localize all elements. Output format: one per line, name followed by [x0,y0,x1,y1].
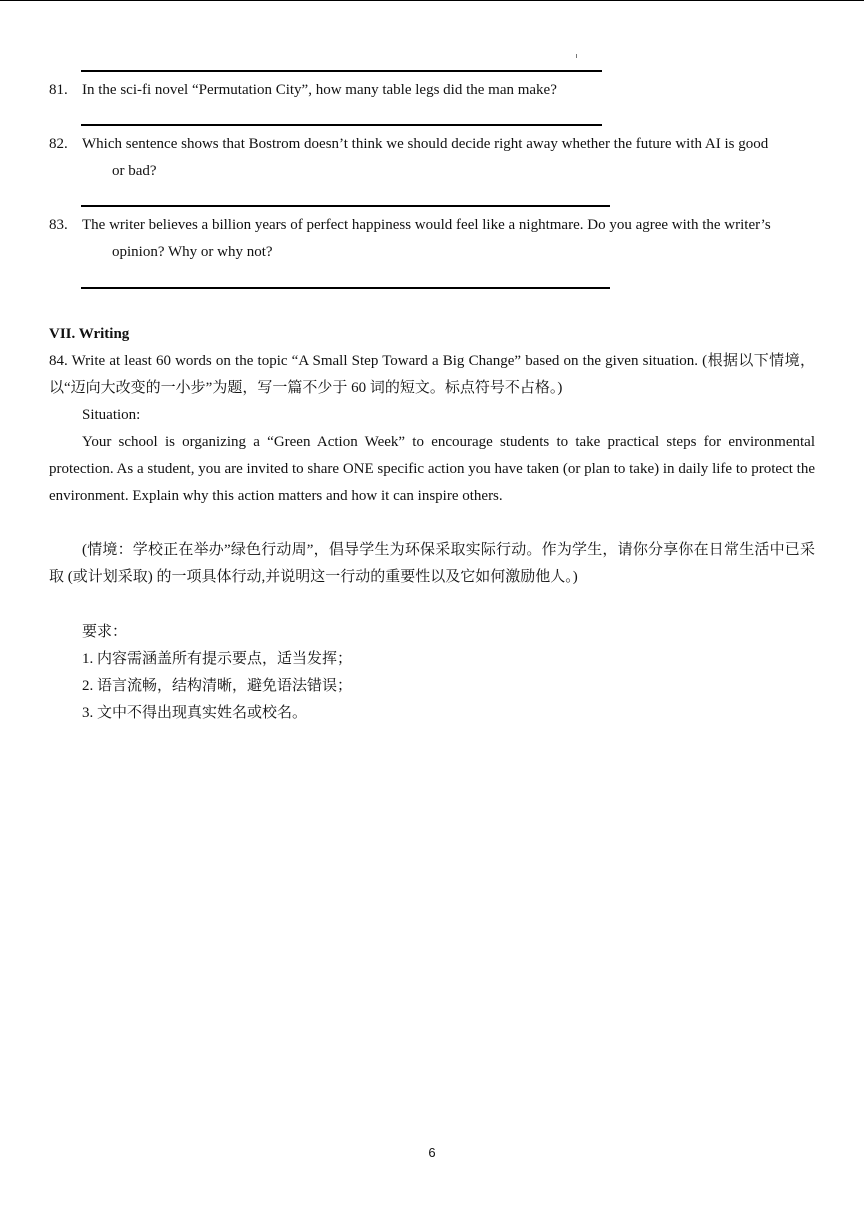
question-81 [49,77,815,104]
situation-label: Situation: [82,407,141,423]
situation-chinese: (情境：学校正在举办”绿色行动周”，倡导学生为环保采取实际行动。作为学生，请你分享你在日常生活中已采取 (或计划采取) 的一项具体行动,并说明这一行动的重要性以及它如何激励他人。) [49,542,815,585]
requirement-item: 2. 语言流畅，结构清晰，避免语法错误； [82,678,353,694]
requirement-item: 3. 文中不得出现真实姓名或校名。 [82,705,308,721]
question-text: In the sci-fi novel “Permutation City”, how many table legs did the man make? [82,82,557,98]
question-number: 82. [49,136,68,152]
section-heading: VII. Writing [49,326,130,342]
question-text-continued: opinion? Why or why not? [112,244,273,260]
answer-line-82[interactable] [81,205,610,207]
question-text: The writer believes a billion years of perfect happiness would feel like a nightmare. Do you agree with the writer’s [82,217,771,233]
writing-prompt: 84. Write at least 60 words on the topic “A Small Step Toward a Big Change” based on the given situation. (根据以下情境，以“迈向大改变的一小步”为题，写一篇不少于 60 词的短文。标点符号不占格。) [49,353,815,396]
question-number: 81. [49,82,68,98]
question-text-continued: or bad? [112,163,157,179]
requirements-label: 要求： [82,624,128,640]
scan-mark [576,54,577,58]
situation-text: Your school is organizing a “Green Action Week” to encourage students to take practical steps for environmental protection. As a student, you are invited to share ONE specific action you have taken (or plan to take) in daily life to protect the environment. Explain why this action matters and how it can inspire others. [49,434,815,504]
answer-line-83[interactable] [81,287,610,289]
question-number: 83. [49,217,68,233]
question-83 [49,212,815,266]
answer-line-80[interactable] [81,70,602,72]
page-top-border [0,0,864,1]
question-82 [49,131,815,185]
page-number: 6 [428,1145,436,1160]
answer-line-81[interactable] [81,124,602,126]
requirement-item: 1. 内容需涵盖所有提示要点，适当发挥； [82,651,353,667]
question-text: Which sentence shows that Bostrom doesn’t think we should decide right away whether the future with AI is good [82,136,769,152]
